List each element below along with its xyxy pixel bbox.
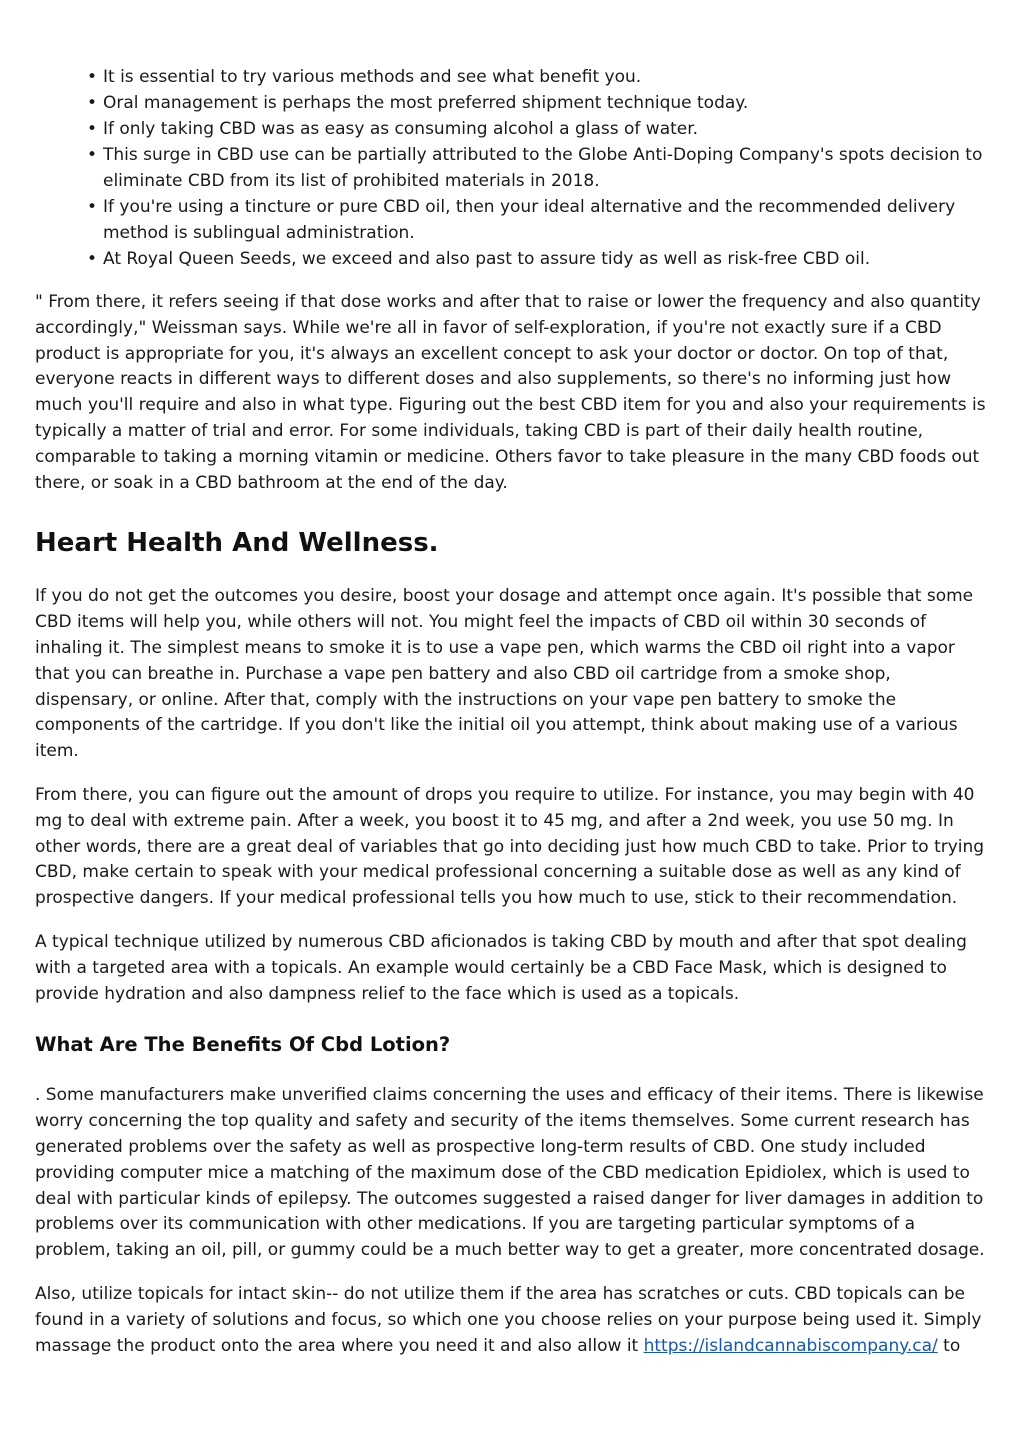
bullet-item: • This surge in CBD use can be partially attributed to the Globe Anti-Doping Company's spots decision to eliminate CBD from its list of prohibited materials in 2018.	[103, 142, 990, 194]
bullet-item: • If only taking CBD was as easy as consuming alcohol a glass of water.	[103, 116, 990, 142]
bullet-item: • Oral management is perhaps the most preferred shipment technique today.	[103, 90, 990, 116]
paragraph-drops-dosage: From there, you can figure out the amount of drops you require to utilize. For instance, you may begin with 40 mg to deal with extreme pain. After a week, you boost it to 45 mg, and after a 2nd week, you use 50 mg. In other words, there are a great deal of variables that go into deciding just how much CBD to take. Prior to trying CBD, make certain to speak with your medical professional concerning a suitable dose as well as any kind of prospective dangers. If your medical professional tells you how much to use, stick to their recommendation.	[35, 784, 985, 909]
island-cannabis-link[interactable]: https://islandcannabiscompany.ca/	[643, 1335, 938, 1356]
bullet-item: • At Royal Queen Seeds, we exceed and also past to assure tidy as well as risk-free CBD oil.	[103, 246, 990, 272]
paragraph-topicals-technique: A typical technique utilized by numerous CBD aficionados is taking CBD by mouth and after that spot dealing with a targeted area with a topicals. An example would certainly be a CBD Face Mask, which is designed to provide hydration and also dampness relief to the face which is used as a topicals.	[35, 931, 967, 1004]
paragraph-intact-skin	[35, 1282, 990, 1359]
bullet-list	[35, 64, 990, 272]
paragraph-safety-concerns: . Some manufacturers make unverified claims concerning the uses and efficacy of their items. There is likewise worry concerning the top quality and safety and security of the items themselves. Some current research has generated problems over the safety as well as prospective long-term results of CBD. One study included providing computer mice a matching of the maximum dose of the CBD medication Epidiolex, which is used to deal with particular kinds of epilepsy. The outcomes suggested a raised danger for liver damages in addition to problems over its communication with other medications. If you are targeting particular symptoms of a problem, taking an oil, pill, or gummy could be a much better way to get a greater, more concentrated dosage.	[35, 1085, 985, 1261]
section-heading-heart-health: Heart Health And Wellness.	[35, 528, 439, 559]
section-heading-cbd-lotion: What Are The Benefits Of Cbd Lotion?	[35, 1033, 451, 1057]
bullet-item: • If you're using a tincture or pure CBD oil, then your ideal alternative and the recommended delivery method is sublingual administration.	[103, 194, 990, 246]
paragraph-text-before-link: Also, utilize topicals for intact skin-- do not utilize them if the area has scratches or cuts. CBD topicals can be found in a variety of solutions and focus, so which one you choose relies on your purpose being used it. Simply massage the product onto the area where you need it and also allow it	[35, 1283, 982, 1356]
paragraph-text-after-link: to	[937, 1335, 961, 1356]
bullet-item: • It is essential to try various methods and see what benefit you.	[103, 64, 990, 90]
paragraph-dose-adjustment: " From there, it refers seeing if that dose works and after that to raise or lower the frequency and also quantity accordingly," Weissman says. While we're all in favor of self-exploration, if you're not exactly sure if a CBD product is appropriate for you, it's always an excellent concept to ask your doctor or doctor. On top of that, everyone reacts in different ways to different doses and also supplements, so there's no informing just how much you'll require and also in what type. Figuring out the best CBD item for you and also your requirements is typically a matter of trial and error. For some individuals, taking CBD is part of their daily health routine, comparable to taking a morning vitamin or medicine. Others favor to take pleasure in the many CBD foods out there, or soak in a CBD bathroom at the end of the day.	[35, 292, 986, 493]
paragraph-vape-pen: If you do not get the outcomes you desire, boost your dosage and attempt once again. It's possible that some CBD items will help you, while others will not. You might feel the impacts of CBD oil within 30 seconds of inhaling it. The simplest means to smoke it is to use a vape pen, which warms the CBD oil right into a vapor that you can breathe in. Purchase a vape pen battery and also CBD oil cartridge from a smoke shop, dispensary, or online. After that, comply with the instructions on your vape pen battery to smoke the components of the cartridge. If you don't like the initial oil you attempt, think about making use of a various item.	[35, 586, 974, 762]
